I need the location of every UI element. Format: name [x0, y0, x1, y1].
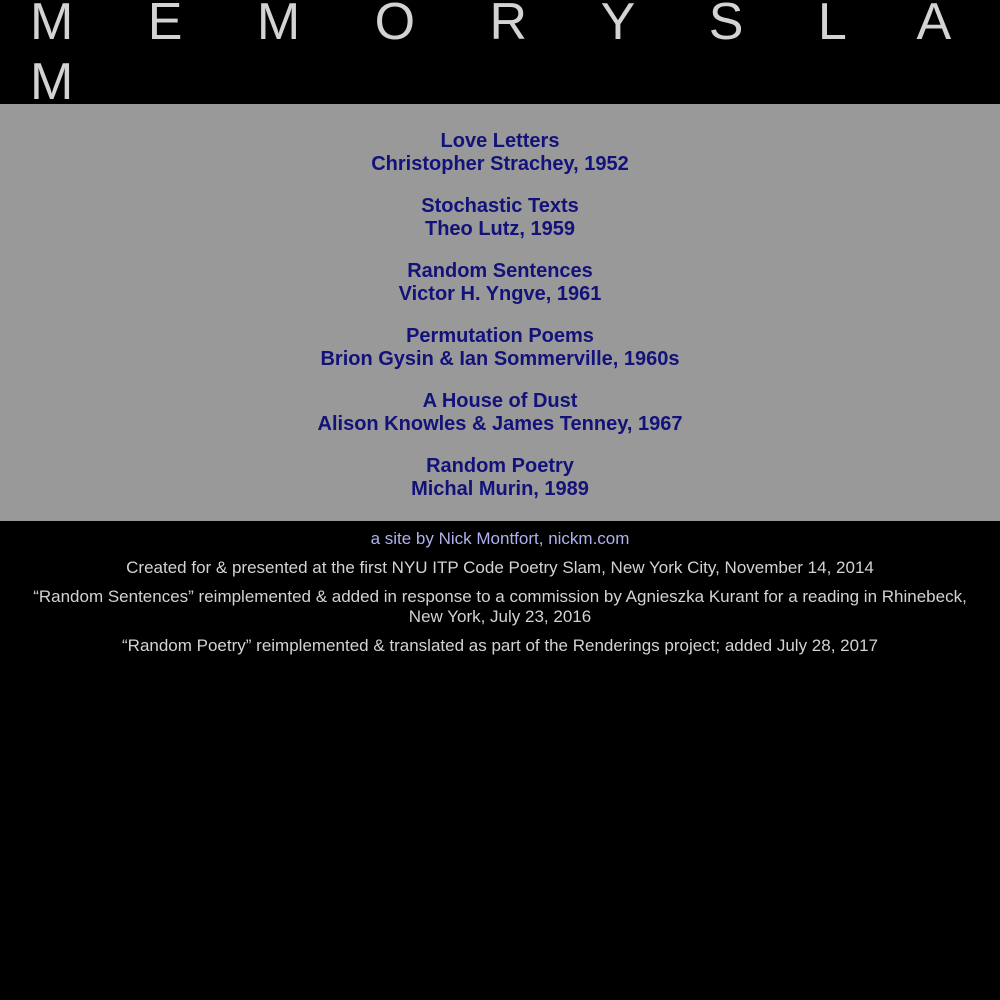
work-author: Victor H. Yngve, 1961: [398, 283, 602, 305]
work-title: Permutation Poems: [406, 325, 594, 347]
footer-note: “Random Sentences” reimplemented & added in response to a commission by Agnieszka Kurant for a reading in Rhinebeck, New York, July 23, 2016: [33, 587, 967, 626]
site-footer: [0, 521, 1000, 656]
work-author: Christopher Strachey, 1952: [371, 153, 629, 175]
work-author: Michal Murin, 1989: [411, 478, 589, 500]
work-title: Stochastic Texts: [421, 195, 579, 217]
work-author: Alison Knowles & James Tenney, 1967: [317, 413, 683, 435]
work-title: Random Sentences: [407, 260, 593, 282]
site-title: M E M O R Y S L A M: [30, 0, 979, 111]
work-link-house-of-dust[interactable]: [0, 390, 1000, 436]
work-title: Random Poetry: [426, 455, 574, 477]
work-link-random-sentences[interactable]: [0, 260, 1000, 306]
footer-note: Created for & presented at the first NYU ITP Code Poetry Slam, New York City, November 14, 2014: [126, 558, 874, 577]
work-link-permutation-poems[interactable]: [0, 325, 1000, 371]
site-header: [0, 0, 1000, 111]
work-link-stochastic-texts[interactable]: [0, 195, 1000, 241]
footer-note: “Random Poetry” reimplemented & translated as part of the Renderings project; added July 28, 2017: [122, 636, 878, 655]
work-title: Love Letters: [440, 130, 560, 152]
work-author: Brion Gysin & Ian Sommerville, 1960s: [320, 348, 680, 370]
author-credit-link[interactable]: a site by Nick Montfort, nickm.com: [370, 529, 630, 548]
work-author: Theo Lutz, 1959: [424, 218, 576, 240]
work-title: A House of Dust: [422, 390, 578, 412]
work-link-random-poetry[interactable]: [0, 455, 1000, 501]
works-menu: [0, 104, 1000, 521]
work-link-love-letters[interactable]: [0, 130, 1000, 176]
